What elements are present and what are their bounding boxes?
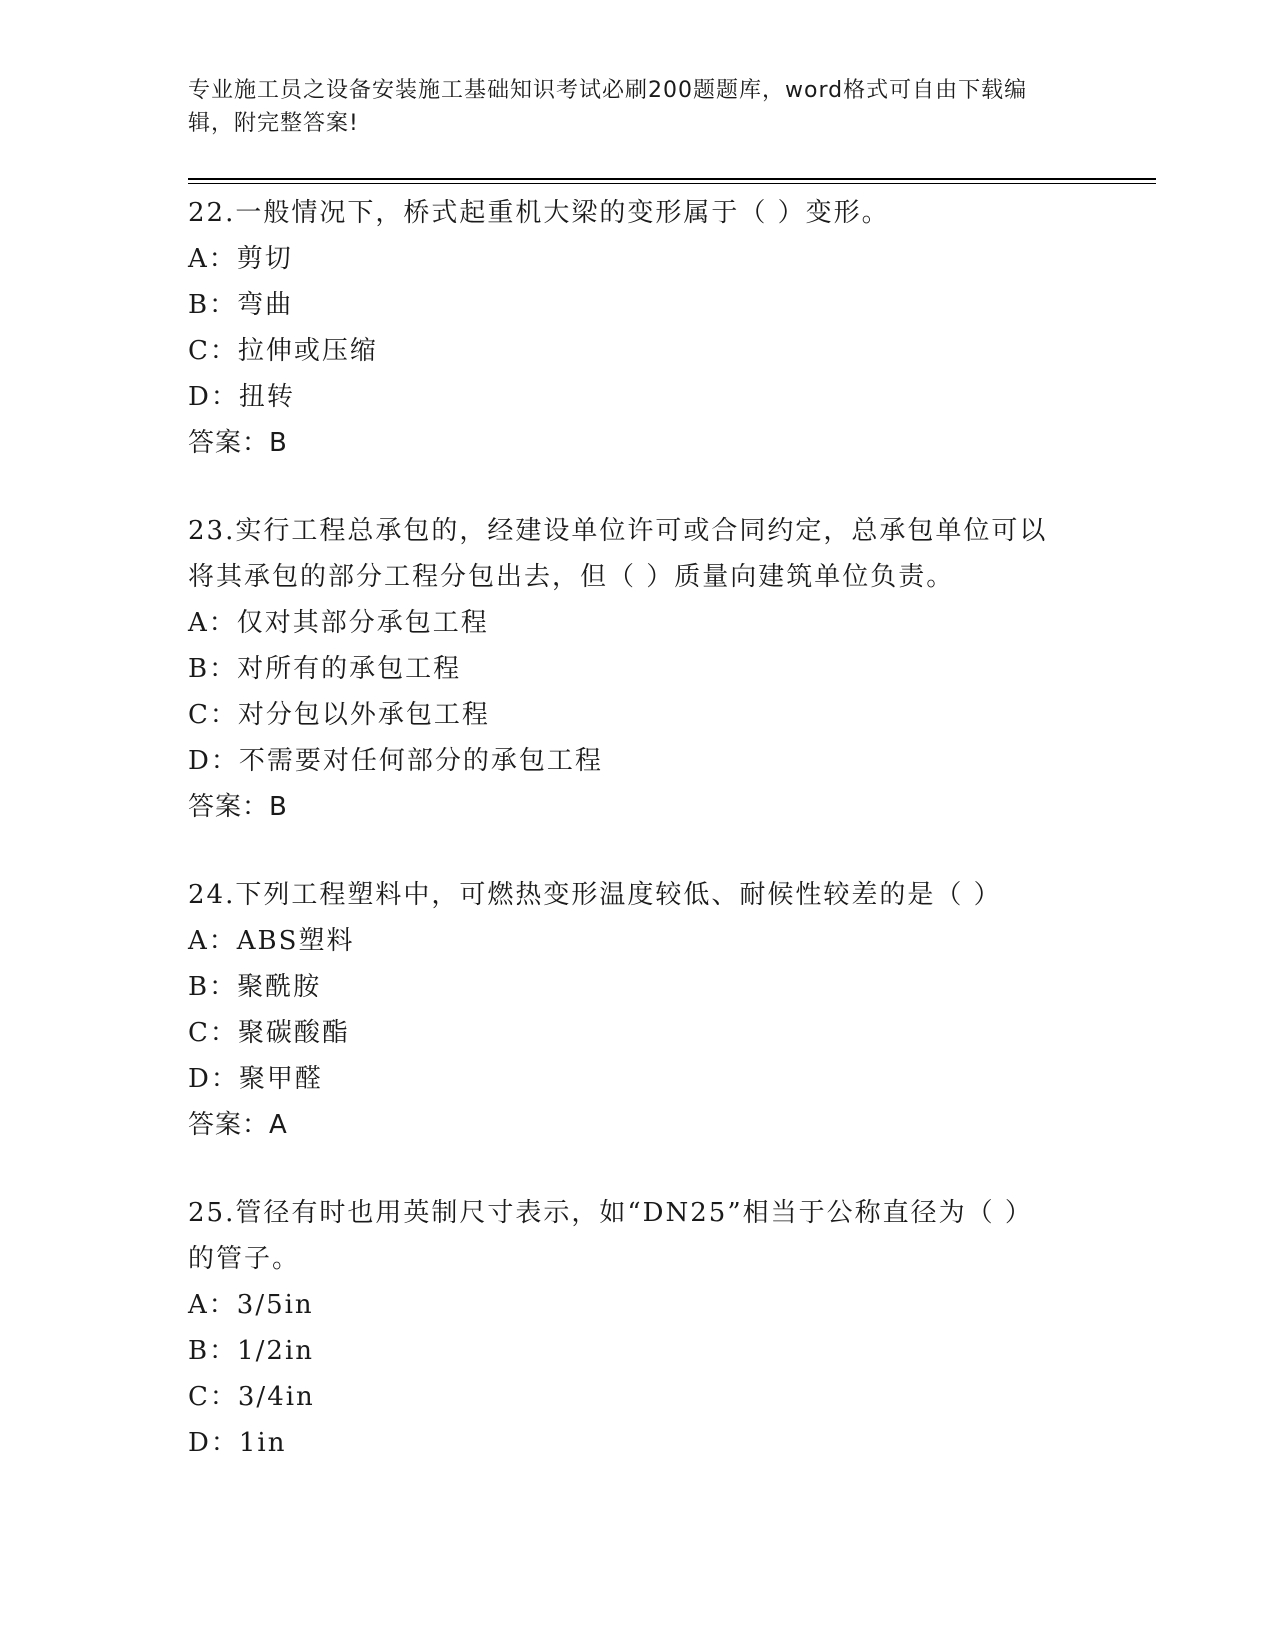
header-divider-thin (188, 183, 1156, 184)
question-stem: 22.一般情况下，桥式起重机大梁的变形属于（ ）变形。 (188, 198, 890, 228)
question-block (188, 508, 1088, 830)
question-block (188, 1190, 1088, 1466)
option-c: C：对分包以外承包工程 (188, 700, 490, 730)
option-b: B：1/2in (188, 1336, 315, 1366)
option-a: A：ABS塑料 (188, 926, 355, 956)
option-d: D：扭转 (188, 382, 295, 412)
option-b: B：聚酰胺 (188, 972, 322, 1002)
option-b: B：弯曲 (188, 290, 294, 320)
answer-line: 答案：B (188, 792, 288, 822)
header-divider-thick (188, 178, 1156, 180)
answer-line: 答案：B (188, 428, 288, 458)
option-d: D：聚甲醛 (188, 1064, 323, 1094)
option-c: C：3/4in (188, 1382, 315, 1412)
document-title: 专业施工员之设备安装施工基础知识考试必刷200题题库，word格式可自由下载编辑，附完整答案! (188, 78, 1028, 136)
question-stem: 23.实行工程总承包的，经建设单位许可或合同约定，总承包单位可以 (188, 516, 1048, 546)
question-stem: 24.下列工程塑料中，可燃热变形温度较低、耐候性较差的是（ ） (188, 880, 1002, 910)
answer-line: 答案：A (188, 1110, 288, 1140)
option-d: D：1in (188, 1428, 287, 1458)
option-a: A：剪切 (188, 244, 293, 274)
question-stem-continued: 将其承包的部分工程分包出去，但（ ）质量向建筑单位负责。 (188, 562, 955, 592)
question-list (188, 190, 1088, 1508)
question-stem: 25.管径有时也用英制尺寸表示，如“DN25”相当于公称直径为（ ） (188, 1198, 1033, 1228)
question-stem-continued: 的管子。 (188, 1244, 301, 1274)
option-c: C：拉伸或压缩 (188, 336, 378, 366)
option-a: A：3/5in (188, 1290, 314, 1320)
option-d: D：不需要对任何部分的承包工程 (188, 746, 603, 776)
question-block (188, 872, 1088, 1148)
option-c: C：聚碳酸酯 (188, 1018, 350, 1048)
option-b: B：对所有的承包工程 (188, 654, 462, 684)
question-block (188, 190, 1088, 466)
option-a: A：仅对其部分承包工程 (188, 608, 489, 638)
